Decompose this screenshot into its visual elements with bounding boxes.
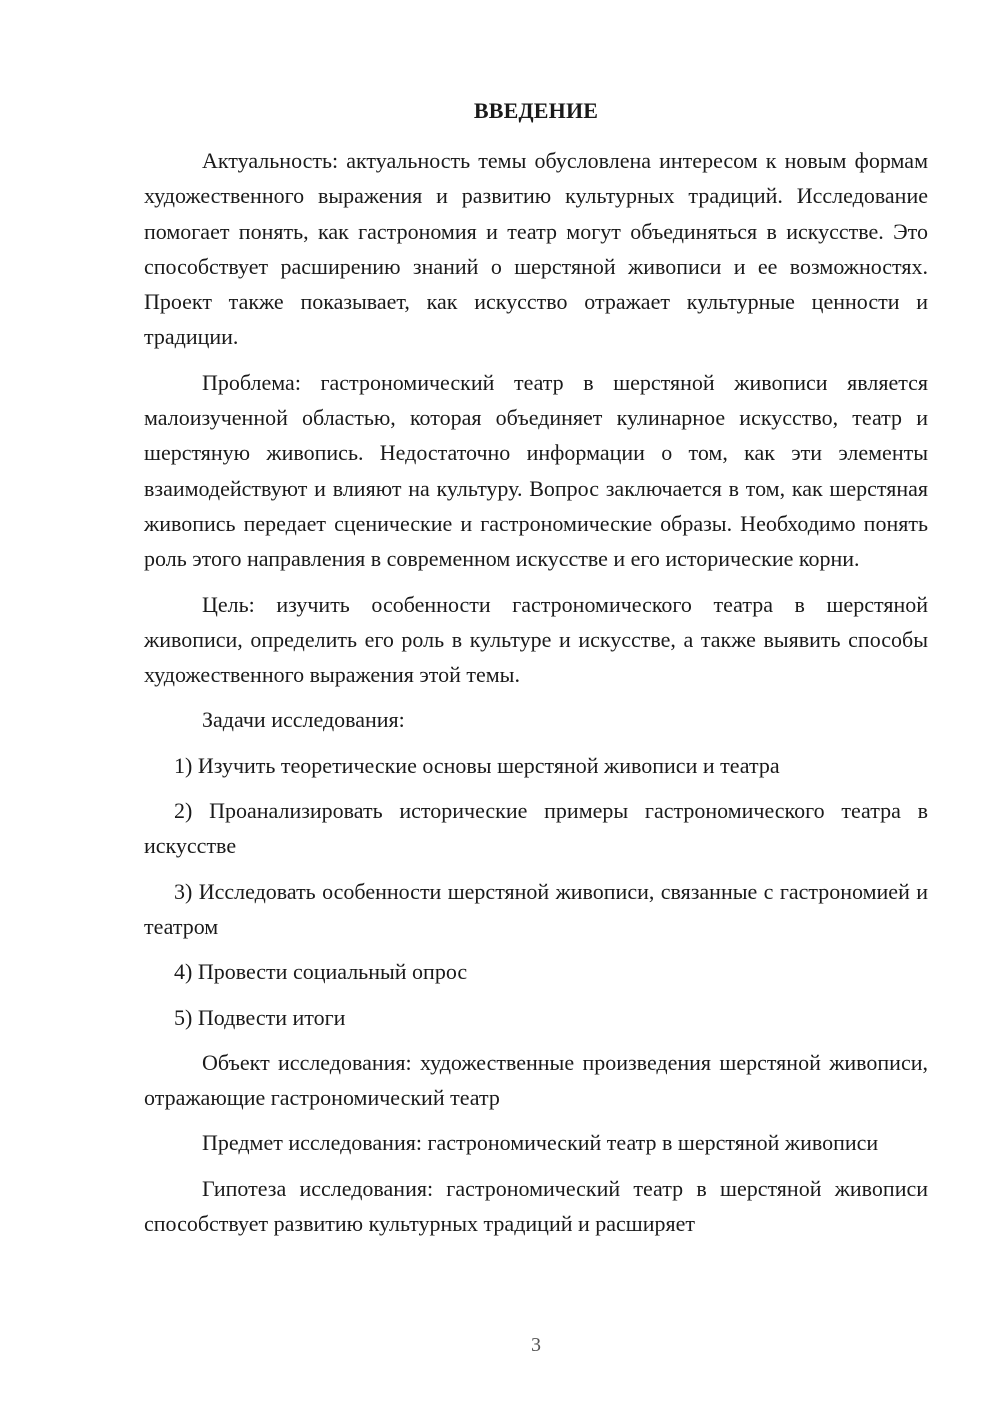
problem-paragraph: Проблема: гастрономический театр в шерстяной живописи является малоизученной областью, которая объединяет кулинарное искусство, театр и шерстяную живопись. Недостаточно информации о том, как эти элементы взаимодействуют и влияют на культуру. Вопрос заключается в том, как шерстяная живопись передает сценические и гастрономические образы. Необходимо понять роль этого направления в современном искусстве и его исторические корни. [144,369,928,572]
task-item-1: 1) Изучить теоретические основы шерстяной живописи и театра [174,752,780,778]
section-title: ВВЕДЕНИЕ [473,98,599,123]
task-item-2: 2) Проанализировать исторические примеры гастрономического театра в искусстве [144,798,928,859]
task-item-3: 3) Исследовать особенности шерстяной живописи, связанные с гастрономией и театром [144,878,928,939]
goal-paragraph: Цель: изучить особенности гастрономического театра в шерстяной живописи, определить его роль в культуре и искусстве, а также выявить способы художественного выражения этой темы. [144,591,928,688]
task-item-5: 5) Подвести итоги [174,1004,346,1030]
page-number: 3 [531,1334,541,1356]
object-paragraph: Объект исследования: художественные произведения шерстяной живописи, отражающие гастрономический театр [144,1049,928,1111]
tasks-heading: Задачи исследования: [202,707,405,733]
hypothesis-paragraph: Гипотеза исследования: гастрономический театр в шерстяной живописи способствует развитию культурных традиций и расширяет [144,1175,928,1237]
task-item-4: 4) Провести социальный опрос [174,959,468,985]
relevance-paragraph: Актуальность: актуальность темы обусловлена интересом к новым формам художественного выражения и развитию культурных традиций. Исследование помогает понять, как гастрономия и театр могут объединяться в искусстве. Это способствует расширению знаний о шерстяной живописи и ее возможностях. Проект также показывает, как искусство отражает культурные ценности и традиции. [144,148,928,350]
subject-paragraph: Предмет исследования: гастрономический театр в шерстяной живописи [202,1130,879,1156]
document-body [144,143,928,1251]
